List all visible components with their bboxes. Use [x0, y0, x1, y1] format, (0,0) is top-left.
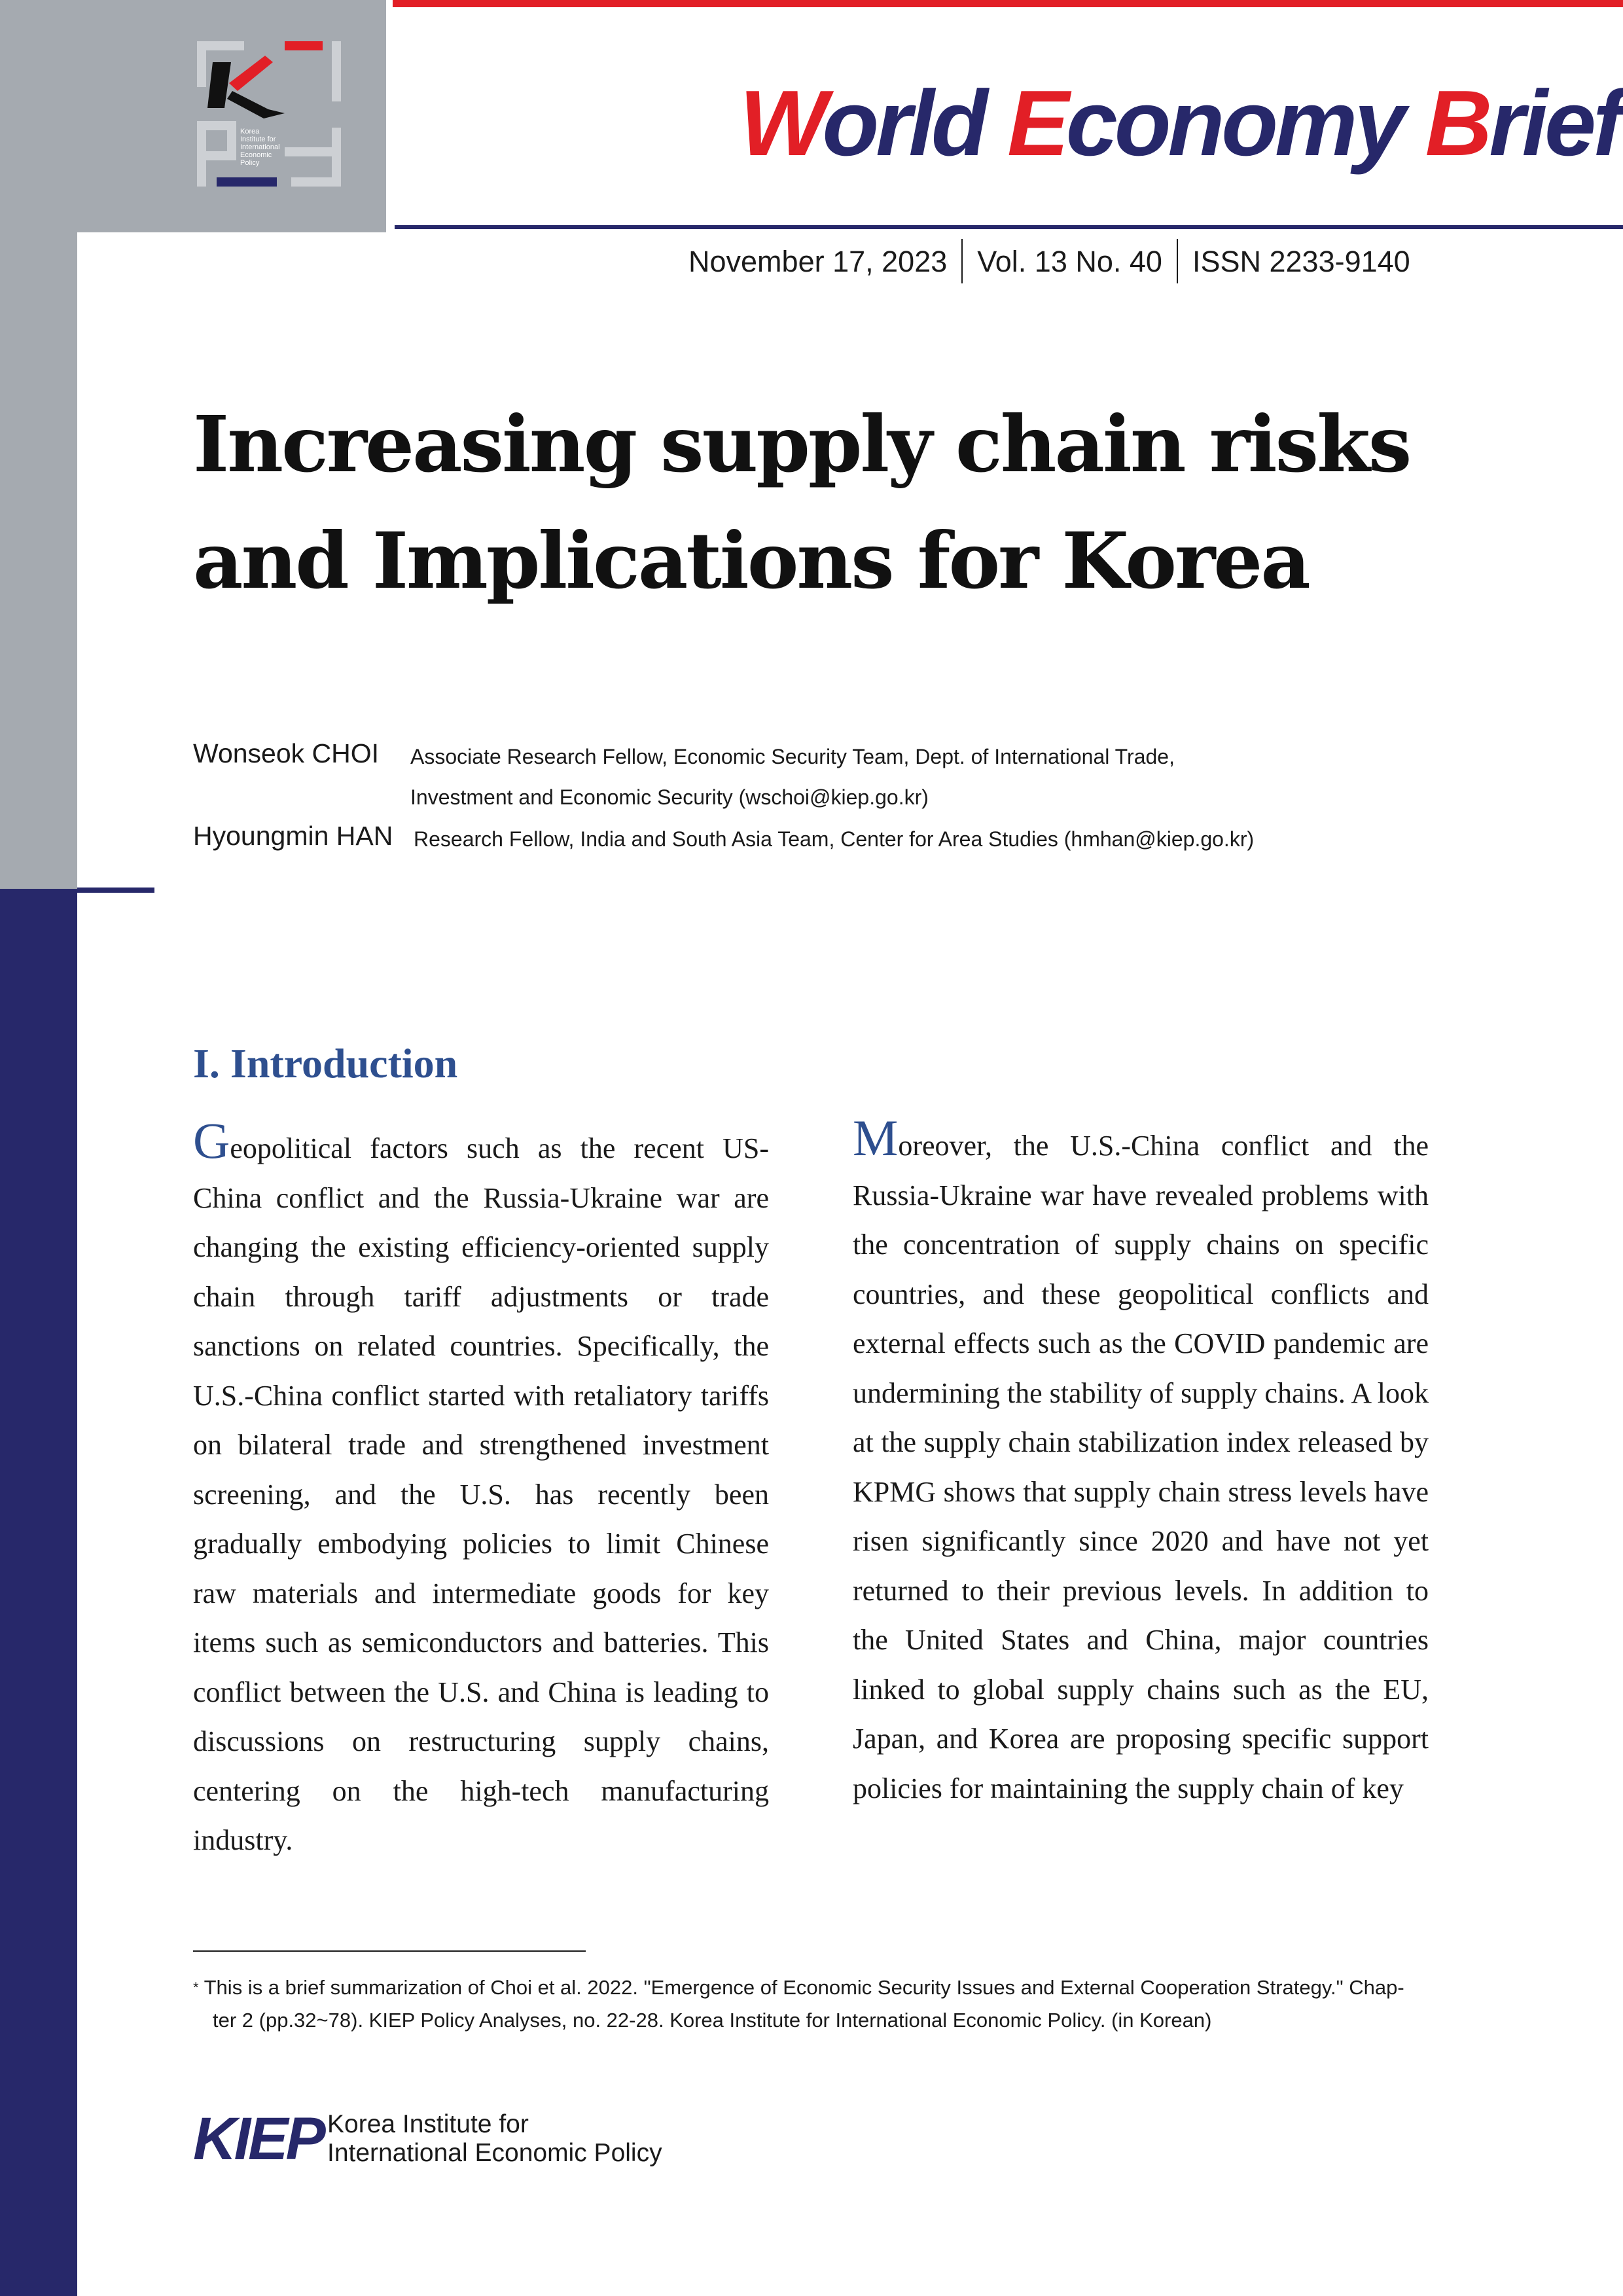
kiep-footer-name [327, 2110, 662, 2168]
footnote [193, 1971, 1436, 2037]
paragraph-text: eopolitical factors such as the recent US-China conflict and the Russia-Ukraine war are changing the existing efficiency-oriented supply chain through tariff adjustments or trade sanctions on related countries. Specifically, the U.S.-China conflict started with retaliatory tariffs on bilateral trade and strengthened investment screening, and the U.S. has recently been gradually embodying policies to limit Chinese raw materials and intermediate goods for key items such as semiconductors and batteries. This conflict between the U.S. and China is leading to discussions on restructuring supply chains, centering on the high-tech manufacturing industry. [193, 1132, 769, 1856]
title-line-1: Increasing supply chain risks [193, 399, 1410, 490]
paragraph-text: oreover, the U.S.-China conflict and the Russia-Ukraine war have revealed problems with the concentration of supply chains on specific countries, and these geopolitical conflicts and external effects such as the COVID pandemic are undermining the stability of supply chains. A look at the supply chain stabilization index released by KPMG shows that supply chain stress levels have risen significantly since 2020 and have not yet returned to their previous levels. In addition to the United States and China, major countries linked to global supply chains such as the EU, Japan, and Korea are proposing specific support policies for maintaining the supply chain of key [853, 1130, 1429, 1804]
issue-date: November 17, 2023 [688, 245, 948, 278]
kiep-footer-logo: KIEP [193, 2106, 323, 2172]
author-affiliation: Research Fellow, India and South Asia Team, Center for Area Studies (hmhan@kiep.go.kr) [414, 827, 1255, 851]
author-affiliation: Investment and Economic Security (wschoi@kiep.go.kr) [410, 785, 929, 809]
footnote-rule [193, 1950, 586, 1952]
article-title [193, 386, 1436, 619]
navy-accent-tick [77, 888, 154, 893]
footnote-marker: * [193, 1979, 199, 1996]
masthead-w: W [740, 71, 823, 175]
drop-cap: G [193, 1112, 230, 1169]
left-gray-band [0, 0, 77, 889]
masthead-b: B [1425, 71, 1489, 175]
drop-cap: M [853, 1109, 899, 1166]
issue-issn: ISSN 2233-9140 [1192, 245, 1410, 278]
author-affiliation: Associate Research Fellow, Economic Security Team, Dept. of International Trade, [410, 745, 1175, 768]
masthead-orld: orld [822, 71, 1008, 175]
footer-name-line: International Economic Policy [327, 2139, 662, 2167]
header-navy-rule [395, 225, 1623, 229]
footnote-line: This is a brief summarization of Choi et al. 2022. "Emergence of Economic Security Issues and External Cooperation Strategy." Chap- [204, 1976, 1404, 1999]
header-red-rule [393, 0, 1623, 7]
footer-name-line: Korea Institute for [327, 2110, 529, 2138]
masthead-title [740, 71, 1621, 175]
left-navy-band [0, 889, 77, 2296]
masthead-rief: rief [1489, 71, 1621, 175]
body-column-right [853, 1109, 1429, 1813]
footnote-line: ter 2 (pp.32~78). KIEP Policy Analyses, no. 22-28. Korea Institute for International Economic Policy. (in Korean) [213, 2009, 1212, 2032]
title-line-2: and Implications for Korea [193, 515, 1309, 606]
author-name: Hyoungmin HAN [193, 821, 393, 851]
issue-volume: Vol. 13 No. 40 [977, 245, 1162, 278]
masthead-conomy: conomy [1065, 71, 1425, 175]
issue-info [674, 242, 1425, 283]
author-name: Wonseok CHOI [193, 738, 380, 768]
masthead-e: E [1007, 71, 1066, 175]
kiep-emblem-logo [193, 36, 353, 196]
body-column-left [193, 1112, 769, 1865]
section-heading: I. Introduction [193, 1040, 458, 1086]
emblem-caption: Korea Institute for International Economic Policy [240, 128, 280, 167]
